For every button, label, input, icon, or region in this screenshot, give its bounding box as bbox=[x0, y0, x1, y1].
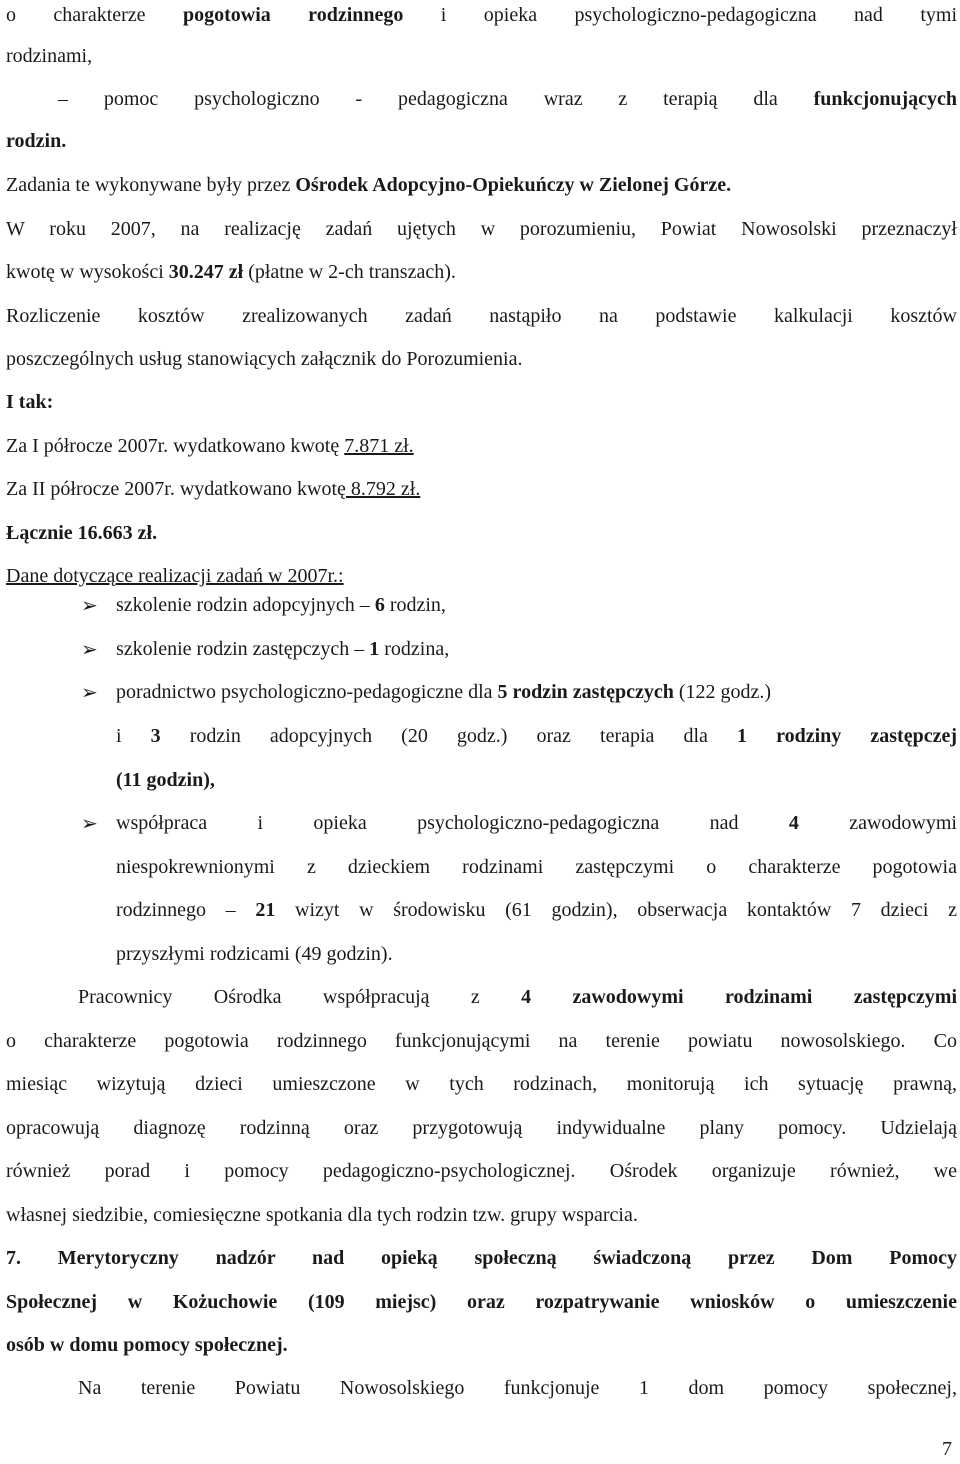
section-heading: 7. Merytoryczny nadzór nad opieką społeczną świadczoną przez Dom Pomocy bbox=[6, 1247, 957, 1269]
text-line: poszczególnych usług stanowiących załącznik do Porozumienia. bbox=[6, 348, 523, 370]
list-item-continuation: (11 godzin), bbox=[116, 769, 215, 791]
section-heading: Społecznej w Kożuchowie (109 miejsc) oraz rozpatrywanie wniosków o umieszczenie bbox=[6, 1291, 957, 1313]
list-item-continuation: i 3 rodzin adopcyjnych (20 godz.) oraz terapia dla 1 rodziny zastępczej bbox=[116, 725, 957, 747]
text-line: o charakterze pogotowia rodzinnego funkcjonującymi na terenie powiatu nowosolskiego. Co bbox=[6, 1030, 957, 1052]
bullet-arrow-icon: ➢ bbox=[81, 811, 98, 835]
bullet-arrow-icon: ➢ bbox=[81, 593, 98, 617]
text-line: Łącznie 16.663 zł. bbox=[6, 522, 158, 544]
text-line: Na terenie Powiatu Nowosolskiego funkcjonuje 1 dom pomocy społecznej, bbox=[78, 1377, 957, 1399]
text-line: – pomoc psychologiczno - pedagogiczna wraz z terapią dla funkcjonujących bbox=[58, 88, 957, 110]
list-item-continuation: przyszłymi rodzicami (49 godzin). bbox=[116, 943, 393, 965]
list-item-continuation: rodzinnego – 21 wizyt w środowisku (61 godzin), obserwacja kontaktów 7 dzieci z bbox=[116, 899, 957, 921]
text-line: kwotę w wysokości 30.247 zł (płatne w 2-ch transzach). bbox=[6, 261, 456, 283]
list-item: poradnictwo psychologiczno-pedagogiczne dla 5 rodzin zastępczych (122 godz.) bbox=[116, 681, 772, 703]
text-line: o charakterze pogotowia rodzinnego i opieka psychologiczno-pedagogiczna nad tymi bbox=[6, 4, 958, 26]
bullet-arrow-icon: ➢ bbox=[81, 637, 98, 661]
list-item: współpraca i opieka psychologiczno-pedagogiczna nad 4 zawodowymi bbox=[116, 812, 957, 834]
text-line: opracowują diagnozę rodzinną oraz przygotowują indywidualne plany pomocy. Udzielają bbox=[6, 1117, 957, 1139]
section-heading: Dane dotyczące realizacji zadań w 2007r.: bbox=[6, 565, 344, 587]
text-line: Za I półrocze 2007r. wydatkowano kwotę 7.871 zł. bbox=[6, 435, 414, 457]
list-item: szkolenie rodzin adopcyjnych – 6 rodzin, bbox=[116, 594, 446, 616]
text-line: W roku 2007, na realizację zadań ujętych w porozumieniu, Powiat Nowosolski przeznaczył bbox=[6, 218, 957, 240]
section-heading: osób w domu pomocy społecznej. bbox=[6, 1334, 288, 1356]
text-line: rodzin. bbox=[6, 130, 67, 152]
text-line: Rozliczenie kosztów zrealizowanych zadań nastąpiło na podstawie kalkulacji kosztów bbox=[6, 305, 957, 327]
text-line: rodzinami, bbox=[6, 45, 93, 67]
text-line: Za II półrocze 2007r. wydatkowano kwotę 8.792 zł. bbox=[6, 478, 421, 500]
text-line: miesiąc wizytują dzieci umieszczone w tych rodzinach, monitorują ich sytuację prawną, bbox=[6, 1073, 957, 1095]
list-item: szkolenie rodzin zastępczych – 1 rodzina, bbox=[116, 638, 450, 660]
bullet-arrow-icon: ➢ bbox=[81, 680, 98, 704]
text-line: Pracownicy Ośrodka współpracują z 4 zawodowymi rodzinami zastępczymi bbox=[78, 986, 958, 1008]
text-line: Zadania te wykonywane były przez Ośrodek Adopcyjno-Opiekuńczy w Zielonej Górze. bbox=[6, 174, 732, 196]
list-item-continuation: niespokrewnionymi z dzieckiem rodzinami zastępczymi o charakterze pogotowia bbox=[116, 856, 957, 878]
text-line: własnej siedzibie, comiesięczne spotkania dla tych rodzin tzw. grupy wsparcia. bbox=[6, 1204, 638, 1226]
text-line: I tak: bbox=[6, 391, 54, 413]
page-number: 7 bbox=[942, 1438, 952, 1460]
text-line: również porad i pomocy pedagogiczno-psychologicznej. Ośrodek organizuje również, we bbox=[6, 1160, 957, 1182]
